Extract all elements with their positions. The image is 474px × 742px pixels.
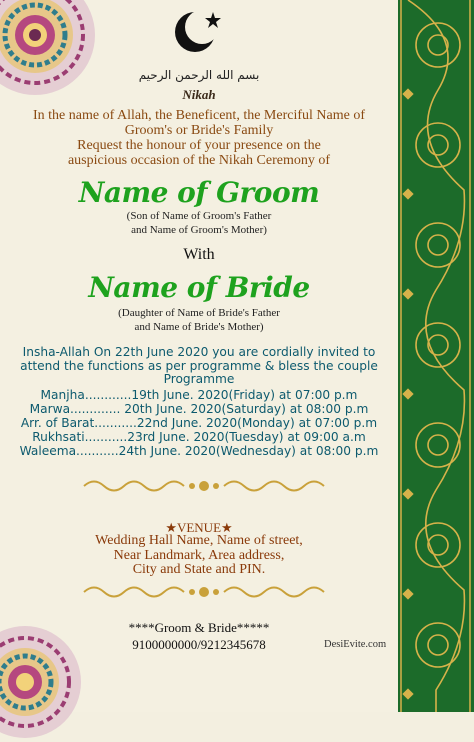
gold-divider (80, 477, 328, 495)
venue-line: City and State and PIN. (132, 562, 266, 577)
programme-item-rukhsati: Rukhsati...........23rd June. 2020(Tuesday) at 09:00 a.m (32, 430, 366, 444)
venue-title: ★VENUE★ (165, 520, 233, 535)
venue-line: Near Landmark, Area address, (113, 547, 285, 563)
programme-item-manjha: Manjha............19th June. 2020(Friday) at 07:00 p.m (40, 388, 358, 402)
invite-line: Insha-Allah On 22th June 2020 you are cordially invited to (22, 345, 376, 359)
venue-line: Wedding Hall Name, Name of street, (95, 533, 303, 548)
programme-heading: Programme (163, 372, 235, 386)
intro-line: Groom's or Bride's Family (124, 123, 274, 138)
brand-watermark: DesiEvite.com (324, 639, 387, 650)
bride-name: Name of Bride (88, 271, 310, 304)
gold-divider (80, 583, 328, 601)
contact-phone: 9100000000/9212345678 (132, 637, 266, 652)
bismillah-text: بسم الله الرحمن الرحيم (138, 68, 260, 82)
intro-line: In the name of Allah, the Beneficent, the Merciful Name of (33, 108, 365, 123)
intro-line: Request the honour of your presence on the (77, 138, 321, 153)
crescent-star-icon (0, 6, 398, 56)
groom-parents-line: and Name of Groom's Mother) (131, 224, 267, 236)
intro-line: auspicious occasion of the Nikah Ceremony of (67, 153, 331, 168)
programme-item-marwa: Marwa............. 20th June. 2020(Saturday) at 08:00 p.m (29, 402, 369, 416)
groom-parents-line: (Son of Name of Groom's Father (126, 210, 272, 222)
ornamental-border-right (398, 0, 474, 712)
invitation-text (0, 346, 398, 387)
bride-parents-line: (Daughter of Name of Bride's Father (118, 307, 280, 319)
invite-line: attend the functions as per programme & bless the couple (20, 358, 378, 373)
programme-item-barat: Arr. of Barat...........22nd June. 2020(Monday) at 07:00 p.m (20, 416, 378, 430)
nikah-title: Nikah (182, 87, 216, 102)
groom-bride-signoff: ****Groom & Bride***** (128, 620, 270, 635)
intro-text (0, 108, 398, 168)
bride-parents-line: and Name of Bride's Mother) (134, 321, 264, 333)
programme-item-waleema: Waleema...........24th June. 2020(Wednesday) at 08:00 p.m (19, 444, 379, 458)
groom-name: Name of Groom (78, 176, 320, 209)
with-label: With (183, 246, 215, 263)
venue-address (0, 534, 398, 578)
bride-parents (0, 306, 398, 334)
groom-parents (0, 209, 398, 237)
